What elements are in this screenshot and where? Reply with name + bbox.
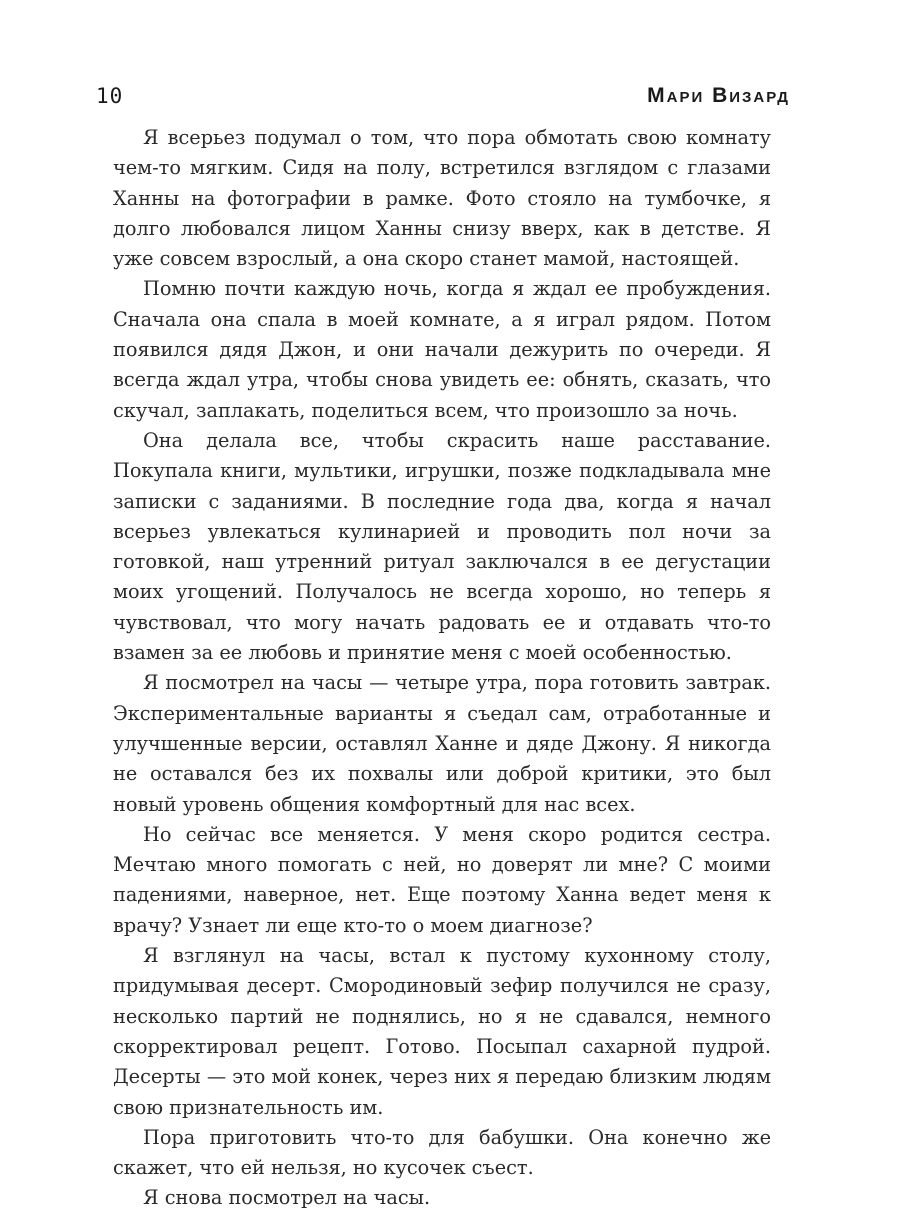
paragraph: Она делала все, чтобы скрасить наше расставание. Покупала книги, мультики, игрушки, позже подкладывала мне записки с заданиями. В последние года два, когда я начал всерьез увлекаться кулинарией и проводить пол ночи за готовкой, наш утренний ритуал заключался в ее дегустации моих угощений. Получалось не всегда хорошо, но теперь я чувствовал, что могу начать радовать ее и отдавать что-то взамен за ее любовь и принятие меня с моей особенностью.: [113, 428, 771, 665]
paragraph: Я посмотрел на часы — четыре утра, пора готовить завтрак. Экспериментальные варианты я съедал сам, отработанные и улучшенные версии, оставлял Ханне и дяде Джону. Я никогда не оставался без их похвалы или доброй критики, это был новый уровень общения комфортный для нас всех.: [113, 671, 771, 816]
paragraph: Помню почти каждую ночь, когда я ждал ее пробуждения. Сначала она спала в моей комнате, а я играл рядом. Потом появился дядя Джон, и они начали дежурить по очереди. Я всегда ждал утра, чтобы снова увидеть ее: обнять, сказать, что скучал, заплакать, поделиться всем, что произошло за ночь.: [113, 277, 771, 422]
paragraph: Я снова посмотрел на часы.: [143, 1186, 431, 1210]
page-number: 10: [96, 84, 124, 108]
page-header: [96, 84, 790, 114]
running-head-author: Мари Визард: [647, 84, 790, 107]
paragraph: Но сейчас все меняется. У меня скоро родится сестра. Мечтаю много помогать с ней, но доверят ли мне? С моими падениями, наверное, нет. Еще поэтому Ханна ведет меня к врачу? Узнает ли еще кто-то о моем диагнозе?: [113, 822, 771, 937]
paragraph: Я всерьез подумал о том, что пора обмотать свою комнату чем-то мягким. Сидя на полу, встретился взглядом с глазами Ханны на фотографии в рамке. Фото стояло на тумбочке, я долго любовался лицом Ханны снизу вверх, как в детстве. Я уже совсем взрослый, а она скоро станет мамой, настоящей.: [113, 126, 771, 271]
paragraph: Я взглянул на часы, встал к пустому кухонному столу, придумывая десерт. Смородиновый зефир получился не сразу, несколько партий не поднялись, но я не сдавался, немного скорректировал рецепт. Готово. Посыпал сахарной пудрой. Десерты — это мой конек, через них я передаю близким людям свою признательность им.: [113, 944, 771, 1119]
body-text: [113, 123, 771, 1214]
paragraph: Пора приготовить что-то для бабушки. Она конечно же скажет, что ей нельзя, но кусочек съест.: [113, 1125, 771, 1180]
